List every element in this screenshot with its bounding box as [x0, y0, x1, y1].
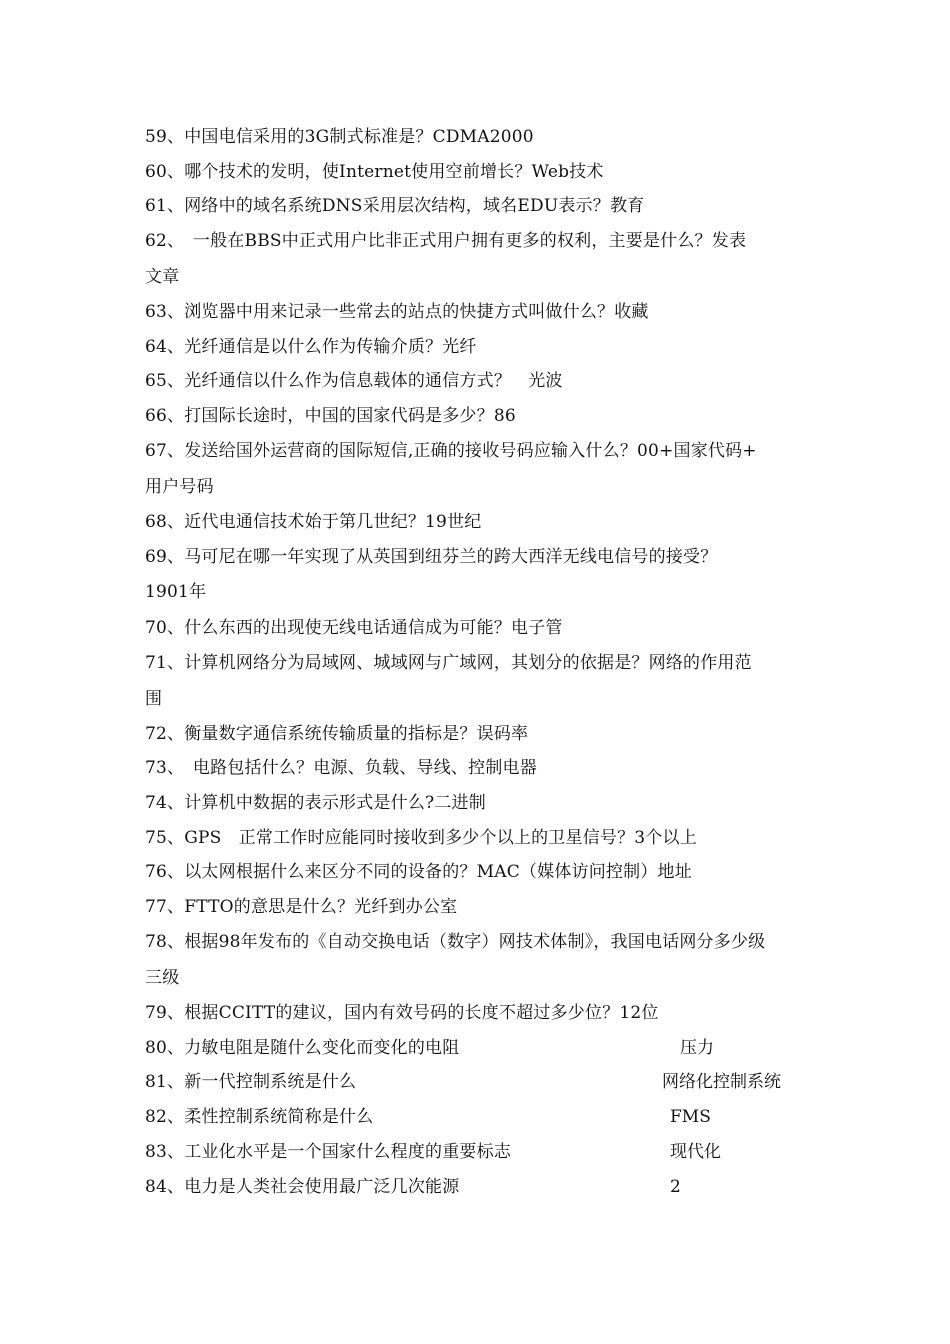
text-line: 围	[145, 689, 163, 709]
qa-answer: 现代化	[670, 1142, 721, 1162]
text-line: 1901年	[145, 582, 207, 602]
text-line: 59、中国电信采用的3G制式标准是？CDMA2000	[145, 127, 534, 147]
qa-answer: 压力	[680, 1038, 714, 1058]
text-line: 61、网络中的域名系统DNS采用层次结构，域名EDU表示？教育	[145, 196, 645, 216]
text-line: 78、根据98年发布的《自动交换电话（数字）网技术体制》，我国电话网分多少级	[145, 932, 766, 952]
qa-question: 80、力敏电阻是随什么变化而变化的电阻	[145, 1038, 460, 1058]
text-line: 60、哪个技术的发明，使Internet使用空前增长？Web技术	[145, 162, 604, 182]
text-line: 66、打国际长途时，中国的国家代码是多少？86	[145, 406, 516, 426]
qa-question: 81、新一代控制系统是什么	[145, 1072, 357, 1092]
qa-answer: 2	[670, 1177, 681, 1197]
text-line: 77、FTTO的意思是什么？光纤到办公室	[145, 897, 458, 917]
text-line: 三级	[145, 968, 180, 988]
text-line: 79、根据CCITT的建议，国内有效号码的长度不超过多少位？12位	[145, 1003, 659, 1023]
text-line: 69、马可尼在哪一年实现了从英国到纽芬兰的跨大西洋无线电信号的接受？	[145, 547, 718, 567]
text-line: 73、 电路包括什么？电源、负载、导线、控制电器	[145, 758, 537, 778]
text-line: 75、GPS 正常工作时应能同时接收到多少个以上的卫星信号？3个以上	[145, 828, 697, 848]
qa-question: 82、柔性控制系统简称是什么	[145, 1107, 374, 1127]
qa-question: 83、工业化水平是一个国家什么程度的重要标志	[145, 1142, 512, 1162]
text-line: 71、计算机网络分为局域网、城域网与广域网，其划分的依据是？网络的作用范	[145, 653, 752, 673]
text-line: 67、发送给国外运营商的国际短信,正确的接收号码应输入什么？00+国家代码+	[145, 441, 757, 461]
qa-answer: FMS	[670, 1107, 711, 1127]
text-line: 74、计算机中数据的表示形式是什么?二进制	[145, 793, 486, 813]
text-line: 63、浏览器中用来记录一些常去的站点的快捷方式叫做什么？收藏	[145, 302, 649, 322]
text-line: 64、光纤通信是以什么作为传输介质？光纤	[145, 337, 477, 357]
text-line: 70、什么东西的出现使无线电话通信成为可能？电子管	[145, 618, 563, 638]
qa-question: 84、电力是人类社会使用最广泛几次能源	[145, 1177, 460, 1197]
text-line: 72、衡量数字通信系统传输质量的指标是？误码率	[145, 724, 529, 744]
text-line: 62、 一般在BBS中正式用户比非正式用户拥有更多的权利，主要是什么？发表	[145, 231, 747, 251]
text-line: 用户号码	[145, 477, 214, 497]
text-line: 文章	[145, 267, 180, 287]
text-line: 76、以太网根据什么来区分不同的设备的？MAC（媒体访问控制）地址	[145, 862, 692, 882]
text-line: 65、光纤通信以什么作为信息载体的通信方式？ 光波	[145, 371, 563, 391]
qa-answer: 网络化控制系统	[662, 1072, 781, 1092]
text-line: 68、近代电通信技术始于第几世纪？19世纪	[145, 512, 482, 532]
